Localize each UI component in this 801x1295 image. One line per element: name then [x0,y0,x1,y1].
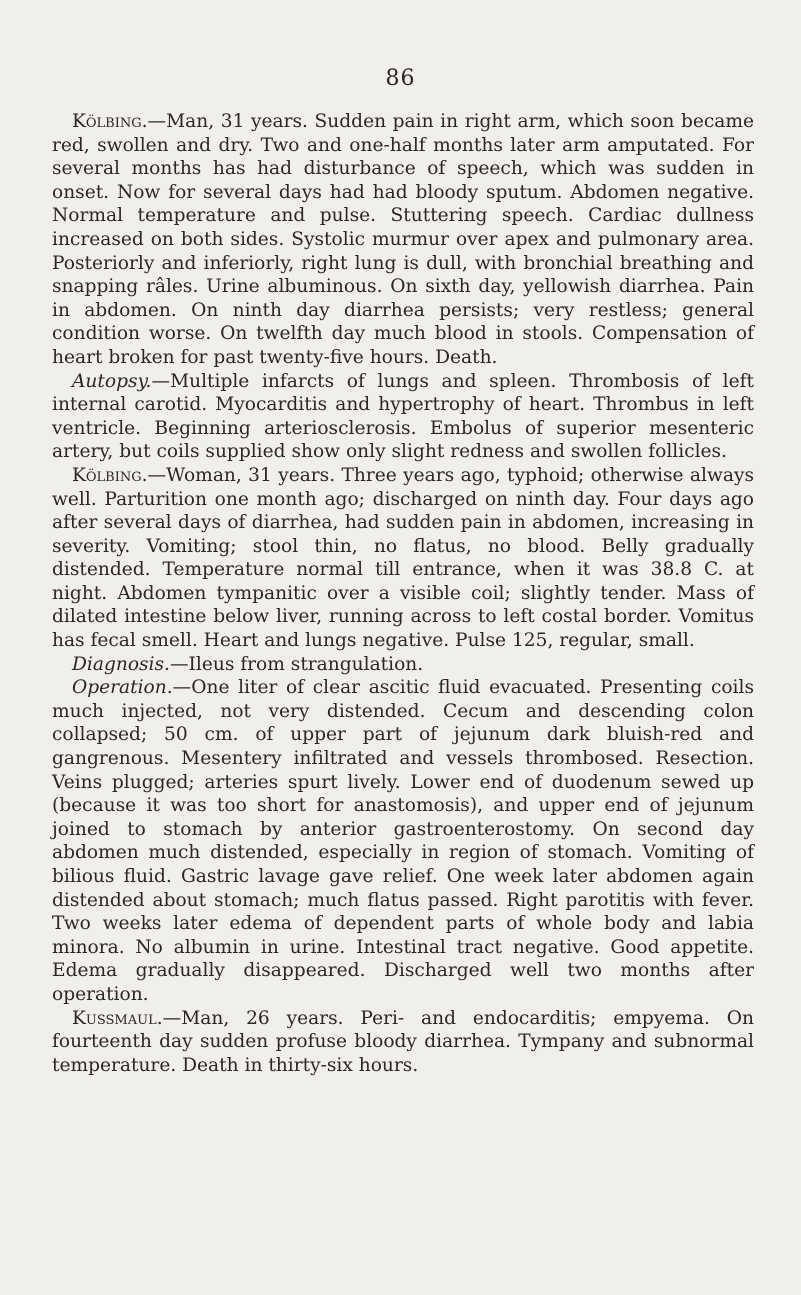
page-number: 86 [385,66,416,91]
paragraph-text: —Man, 31 years. Sudden pain in right arm, which soon became red, swollen and dry. Two and one-half months later arm amputated. For several months has had disturbance of speech, which was sudden in onset. Now for several days had had bloody sputum. Abdomen negative. Normal temperature and pulse. Stuttering speech. Cardiac dullness increased on both sides. Systolic murmur over apex and pulmonary area. Posteriorly and inferiorly, right lung is dull, with bronchial breathing and snapping râles. Urine albuminous. On sixth day, yellowish diarrhea. Pain in abdomen. On ninth day diarrhea persists; very restless; general condition worse. On twelfth day much blood in stools. Compensation of heart broken for past twenty-five hours. Death. [52,111,754,368]
paragraph-lead: Kölbing. [72,464,148,486]
paragraph-lead: Autopsy. [72,370,152,392]
paragraph-lead: Kölbing. [72,111,148,132]
paragraph [52,1007,754,1078]
paragraph-text: —Man, 26 years. Peri- and endocarditis; empyema. On fourteenth day sudden profuse bloody diarrhea. Tympany and subnormal temperature. Death in thirty-six hours. [52,1007,754,1076]
paragraph-text: —Woman, 31 years. Three years ago, typhoid; otherwise always well. Parturition one month ago; discharged on ninth day. Four days ago after several days of diarrhea, had sudden pain in abdomen, increasing in severity. Vomiting; stool thin, no flatus, no blood. Belly gradually distended. Temperature normal till entrance, when it was 38.8 C. at night. Abdomen tympanitic over a visible coil; slightly tender. Mass of dilated intestine below liver, running across to left costal border. Vomitus has fecal smell. Heart and lungs negative. Pulse 125, regular, small. [52,464,754,652]
paragraph-lead: Operation. [72,677,173,699]
paragraph [52,370,754,464]
paragraph-text: —Ileus from strangulation. [169,653,424,675]
paragraph-text: —One liter of clear ascitic fluid evacuated. Presenting coils much injected, not very distended. Cecum and descending colon collapsed; 50 cm. of upper part of jejunum dark bluish-red and gangrenous. Mesentery infiltrated and vessels thrombosed. Resection. Veins plugged; arteries spurt lively. Lower end of duodenum sewed up (because it was too short for anastomosis), and upper end of jejunum joined to stomach by anterior gastroenterostomy. On second day abdomen much distended, especially in region of stomach. Vomiting of bilious fluid. Gastric lavage gave relief. One week later abdomen again distended about stomach; much flatus passed. Right parotitis with fever. Two weeks later edema of dependent parts of whole body and labia minora. No albumin in urine. Intestinal tract negative. Good appetite. Edema gradually disappeared. Discharged well two months after operation. [52,677,754,1005]
paragraph [52,676,754,1006]
body-text [52,110,754,1077]
paragraph-lead: Kussmaul. [72,1007,163,1029]
paragraph [52,653,754,677]
paragraph [52,464,754,653]
paragraph-lead: Diagnosis. [72,653,170,675]
paragraph-text: —Multiple infarcts of lungs and spleen. Thrombosis of left internal carotid. Myocarditis and hypertrophy of heart. Thrombus in left ventricle. Beginning arteriosclerosis. Embolus of superior mesenteric artery, but coils supplied show only slight redness and swollen follicles. [52,370,754,463]
paragraph [52,110,754,370]
